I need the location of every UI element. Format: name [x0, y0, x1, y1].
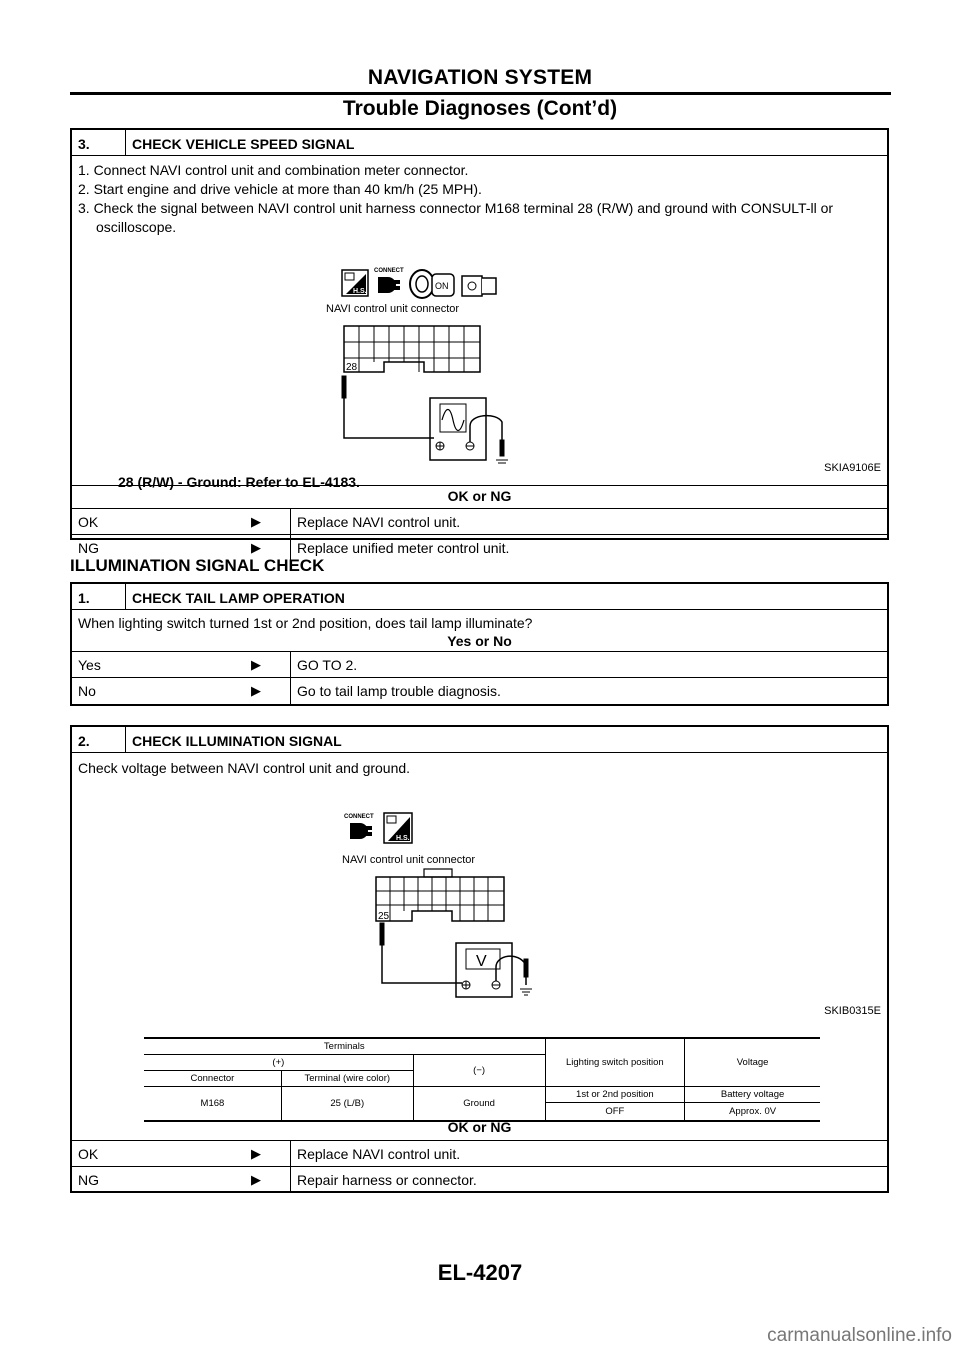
step3-line-2: 2. Start engine and drive vehicle at more than 40 km/h (25 MPH). — [78, 181, 482, 197]
table-connector-header: Connector — [144, 1071, 281, 1087]
hs-icon-2-label: H.S. — [396, 835, 410, 842]
table-terminal-header: Terminal (wire color) — [281, 1071, 413, 1087]
oscilloscope-icon — [342, 376, 508, 464]
table-minus-header: (−) — [413, 1055, 545, 1087]
step2-result-ng-key: NG — [78, 1172, 99, 1188]
step2-result-ok-key: OK — [78, 1146, 99, 1162]
step2-title: CHECK ILLUMINATION SIGNAL — [132, 733, 342, 749]
table-position-1: 1st or 2nd position — [545, 1087, 685, 1103]
step3-result-ok-arrow: ▶ — [251, 514, 261, 529]
table-terminal-value: 25 (L/B) — [281, 1087, 413, 1122]
table-ground-value: Ground — [413, 1087, 545, 1122]
step3-body — [72, 156, 887, 490]
voltage-table — [144, 1037, 820, 1122]
table-connector-value: M168 — [144, 1087, 281, 1122]
step1-question: Yes or No — [447, 633, 512, 649]
table-plus-header: (+) — [144, 1055, 413, 1071]
step3-line-1: 1. Connect NAVI control unit and combination meter connector. — [78, 162, 469, 178]
step2-result-ok-arrow: ▶ — [251, 1146, 261, 1161]
ignition-on-label: ON — [435, 281, 449, 291]
step3-result-ok-value: Replace NAVI control unit. — [290, 509, 887, 534]
section-title: ILLUMINATION SIGNAL CHECK — [70, 556, 325, 575]
step2-text: Check voltage between NAVI control unit and ground. — [78, 760, 411, 776]
connector-grid — [344, 326, 480, 372]
connect-icon-2-label: CONNECT — [344, 814, 374, 820]
page-header-title: NAVIGATION SYSTEM — [367, 66, 593, 89]
step1-header — [72, 584, 887, 610]
step3-diagram — [322, 264, 582, 464]
step1-result-yes-value: GO TO 2. — [290, 652, 887, 677]
hs-icon-label: H.S. — [353, 288, 367, 295]
page-header-subtitle: Trouble Diagnoses (Cont’d) — [342, 97, 618, 120]
step3-result-ok-key: OK — [78, 514, 99, 530]
step2-result-ng-arrow: ▶ — [251, 1172, 261, 1187]
step3-line-3: 3. Check the signal between NAVI control unit harness connector M168 terminal 28 (R/W) and ground with CONSULT-ll or — [78, 200, 834, 216]
step2-number: 2. — [72, 727, 126, 752]
page-number: EL-4207 — [437, 1260, 523, 1285]
step3-number: 3. — [72, 130, 126, 155]
step1-result-no-arrow: ▶ — [251, 683, 261, 698]
step1-text: When lighting switch turned 1st or 2nd position, does tail lamp illuminate? — [78, 615, 533, 631]
watermark: carmanualsonline.info — [767, 1325, 952, 1346]
connect-icon-label: CONNECT — [374, 268, 404, 274]
step1-body — [72, 610, 887, 652]
step3-result-ok — [72, 509, 887, 535]
voltmeter-icon — [380, 923, 532, 997]
step2-question: OK or NG — [447, 1119, 512, 1135]
step3-header — [72, 130, 887, 156]
step1-result-no-key: No — [78, 683, 96, 699]
step2-box — [70, 725, 889, 1193]
step2-result-ok-value: Replace NAVI control unit. — [290, 1141, 887, 1166]
step1-result-yes — [72, 652, 887, 678]
table-voltage-2: Approx. 0V — [685, 1103, 820, 1122]
step1-box — [70, 582, 889, 706]
table-position-2: OFF — [545, 1103, 685, 1122]
table-terminals-header: Terminals — [144, 1038, 545, 1055]
step3-terminal-label: 28 — [346, 362, 358, 373]
step2-body — [72, 753, 887, 1141]
step3-note: 28 (R/W) - Ground: Refer to EL-4183. — [118, 474, 360, 490]
step1-number: 1. — [72, 584, 126, 609]
step3-connector-label: NAVI control unit connector — [326, 303, 460, 315]
table-voltage-header: Voltage — [685, 1038, 820, 1087]
step1-result-no — [72, 678, 887, 704]
step2-result-ok — [72, 1141, 887, 1167]
header-divider — [70, 92, 891, 95]
table-switch-header: Lighting switch position — [545, 1038, 685, 1087]
step1-result-yes-arrow: ▶ — [251, 657, 261, 672]
step3-result-ng-value: Replace unified meter control unit. — [290, 535, 887, 561]
table-voltage-1: Battery voltage — [685, 1087, 820, 1103]
step3-question-text: OK or NG — [447, 488, 512, 504]
voltmeter-symbol: V — [476, 953, 487, 970]
step3-title: CHECK VEHICLE SPEED SIGNAL — [132, 136, 355, 152]
step3-box — [70, 128, 889, 556]
step2-result-ng-value: Repair harness or connector. — [290, 1167, 887, 1193]
step3-result-ng-arrow: ▶ — [251, 540, 261, 555]
step1-title: CHECK TAIL LAMP OPERATION — [132, 590, 345, 606]
step2-result-ng — [72, 1167, 887, 1193]
step3-figure-code: SKIA9106E — [824, 462, 881, 474]
step3-question — [72, 482, 887, 509]
step2-connector-label: NAVI control unit connector — [342, 854, 476, 866]
connector-grid-2 — [376, 869, 504, 921]
step1-result-yes-key: Yes — [78, 657, 101, 673]
step3-line-4: oscilloscope. — [96, 219, 177, 235]
step3-result-ng-key: NG — [78, 540, 99, 556]
step2-diagram — [340, 809, 580, 999]
step2-figure-code: SKIB0315E — [824, 1005, 881, 1017]
step2-terminal-label: 25 — [378, 911, 390, 922]
consult-icon — [462, 276, 496, 296]
connect-icon-2 — [350, 823, 372, 839]
step1-result-no-value: Go to tail lamp trouble diagnosis. — [290, 678, 887, 704]
step2-header — [72, 727, 887, 753]
